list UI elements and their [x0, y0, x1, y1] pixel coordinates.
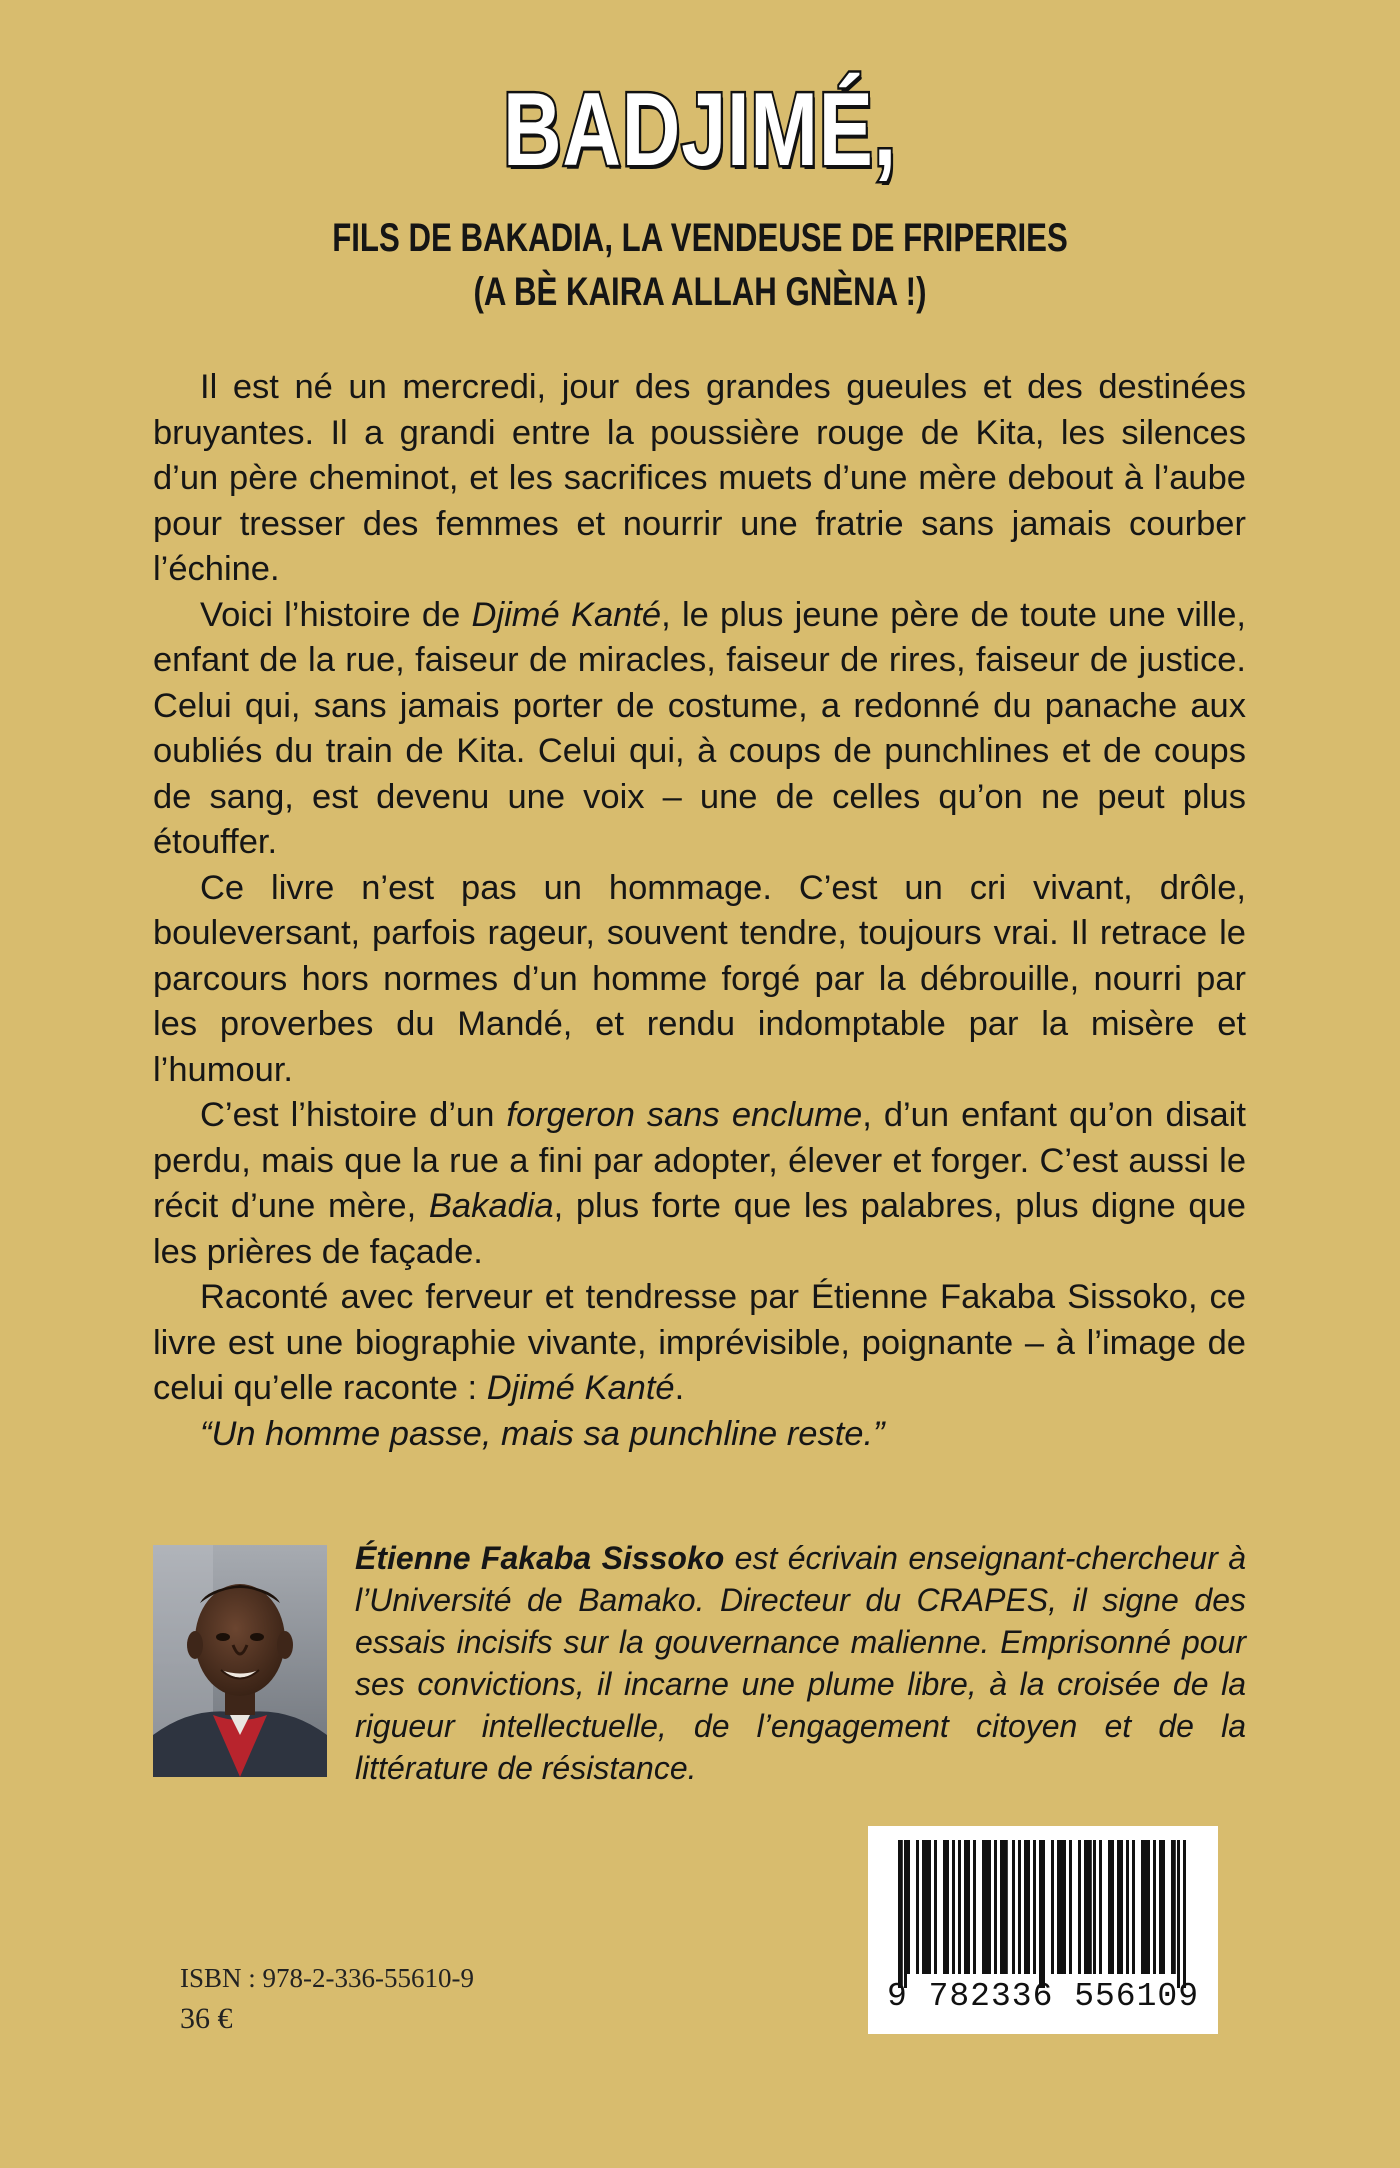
blurb-text: Voici l’histoire de — [200, 595, 472, 634]
barcode-bar — [1162, 1840, 1165, 1974]
blurb-text: C’est l’histoire d’un — [200, 1096, 507, 1134]
barcode-bar — [916, 1840, 919, 1974]
barcode-bar — [1183, 1840, 1186, 1988]
barcode-bar — [1084, 1840, 1087, 1974]
barcode-bar — [922, 1840, 925, 1974]
barcode-bar — [958, 1840, 961, 1974]
barcode-bar — [988, 1840, 991, 1974]
barcode-bar — [925, 1840, 928, 1974]
subtitle-line-1: FILS DE BAKADIA, LA VENDEUSE DE FRIPERIES — [332, 216, 1068, 260]
barcode-bar — [1051, 1840, 1054, 1974]
blurb-name-emphasis: Djimé Kanté — [471, 595, 662, 634]
author-bio — [355, 1537, 1246, 1789]
barcode-bar — [1063, 1840, 1066, 1974]
barcode-bar — [946, 1840, 949, 1974]
barcode-bar — [1012, 1840, 1015, 1974]
barcode-bar — [1153, 1840, 1156, 1974]
barcode-bar — [1117, 1840, 1120, 1974]
blurb-emphasis: forgeron sans enclume — [506, 1096, 863, 1134]
barcode-bar — [1159, 1840, 1162, 1974]
barcode-bar — [967, 1840, 970, 1974]
blurb-paragraph-1: Il est né un mercredi, jour des grandes gueules et des destinées bruyantes. Il a grandi entre la poussière rouge de Kita, les silences d’un père cheminot, et les sacrifices muets d’une mère debout à l’aube pour tresser des femmes et nourrir une fratrie sans jamais courber l’échine. — [153, 368, 1246, 588]
blurb-name-emphasis: Bakadia — [428, 1187, 554, 1225]
blurb-text: . — [674, 1369, 685, 1407]
barcode-bar — [907, 1840, 910, 1974]
barcode-bar — [1069, 1840, 1072, 1974]
author-name: Étienne Fakaba Sissoko — [355, 1540, 725, 1576]
blurb-paragraph-3: Ce livre n’est pas un hommage. C’est un cri vivant, drôle, bouleversant, parfois rageur, souvent tendre, toujours vrai. Il retrace le parcours hors normes d’un homme forgé par la débrouille, nourri par les proverbes du Mandé, et rendu indomptable par la misère et l’humour. — [153, 868, 1246, 1089]
barcode-bar — [1057, 1840, 1060, 1974]
subtitle-line-2: (A BÈ KAIRA ALLAH GNÈNA !) — [473, 270, 927, 314]
barcode-bar — [985, 1840, 988, 1974]
barcode-bar — [973, 1840, 976, 1974]
barcode-bar — [994, 1840, 997, 1974]
barcode-bar — [1111, 1840, 1114, 1974]
barcode-bar — [928, 1840, 931, 1974]
author-photo — [153, 1545, 327, 1777]
barcode-bar — [1039, 1840, 1042, 1988]
barcode-bar — [1147, 1840, 1150, 1974]
barcode-bar — [1120, 1840, 1123, 1974]
barcode-bar — [1060, 1840, 1063, 1974]
barcode-bar — [1093, 1840, 1096, 1974]
barcode-bar — [1000, 1840, 1003, 1974]
barcode — [868, 1826, 1218, 2034]
barcode-bar — [1087, 1840, 1092, 1974]
barcode-bar — [1141, 1840, 1144, 1974]
blurb-text: Raconté avec ferveur et tendresse par Étienne Fakaba Sissoko, ce livre est une biographie vivante, imprévisible, poignante – à l’image de celui qu’elle raconte : — [153, 1278, 1246, 1407]
barcode-bar — [1099, 1840, 1102, 1974]
barcode-bar — [1003, 1840, 1008, 1974]
blurb-paragraph-2 — [153, 593, 1246, 866]
isbn: ISBN : 978-2-336-55610-9 — [180, 1963, 474, 1993]
barcode-bar — [1171, 1840, 1176, 1974]
price: 36 € — [180, 2002, 233, 2035]
barcode-bar — [1018, 1840, 1021, 1974]
blurb-name-emphasis: Djimé Kanté — [486, 1369, 675, 1407]
barcode-bar — [1078, 1840, 1081, 1974]
barcode-bar — [934, 1840, 937, 1974]
barcode-bar — [1027, 1840, 1030, 1974]
blurb-text: , d’un enfant qu’on disait perdu, mais que la rue a fini par adopter, élever et forger. C’est aussi le récit d’une mère, — [153, 1096, 1246, 1225]
blurb-text: , plus forte que les palabres, plus digne que les prières de façade. — [153, 1187, 1246, 1271]
blurb — [153, 365, 1246, 1457]
blurb-text: , le plus jeune père de toute une ville, enfant de la rue, faiseur de miracles, faiseur de rires, faiseur de justice. Celui qui, sans jamais porter de costume, a redonné du panache aux oubliés du train de Kita. Celui qui, à coups de punchlines et de coups de sang, est devenu une voix – une de celles qu’on ne peut plus étouffer. — [153, 595, 1246, 861]
barcode-bar — [1177, 1840, 1180, 1988]
author-photo-image — [153, 1545, 327, 1777]
barcode-bar — [1126, 1840, 1129, 1974]
barcode-bar — [964, 1840, 967, 1974]
blurb-quote: “Un homme passe, mais sa punchline reste.” — [200, 1414, 885, 1453]
barcode-bar — [1132, 1840, 1135, 1974]
book-title: BADJIMÉ, — [503, 72, 897, 188]
barcode-bar — [898, 1840, 903, 1988]
barcode-bar — [1033, 1840, 1036, 1974]
barcode-bar — [1144, 1840, 1147, 1974]
blurb-paragraph-5 — [153, 1275, 1246, 1412]
blurb-paragraph-4 — [153, 1093, 1246, 1275]
barcode-bar — [1042, 1840, 1045, 1988]
barcode-bar — [952, 1840, 955, 1974]
barcode-bar — [943, 1840, 946, 1974]
barcode-digits: 9 782336 556109 — [886, 1978, 1200, 2015]
author-bio-text: est écrivain enseignant-chercheur à l’Université de Bamako. Directeur du CRAPES, il signe des essais incisifs sur la gouvernance malienne. Emprisonné pour ses convictions, il incarne une plume libre, à la croisée de la rigueur intellectuelle, de l’engagement citoyen et de la littérature de résistance. — [355, 1540, 1247, 1786]
barcode-bar — [904, 1840, 907, 1988]
